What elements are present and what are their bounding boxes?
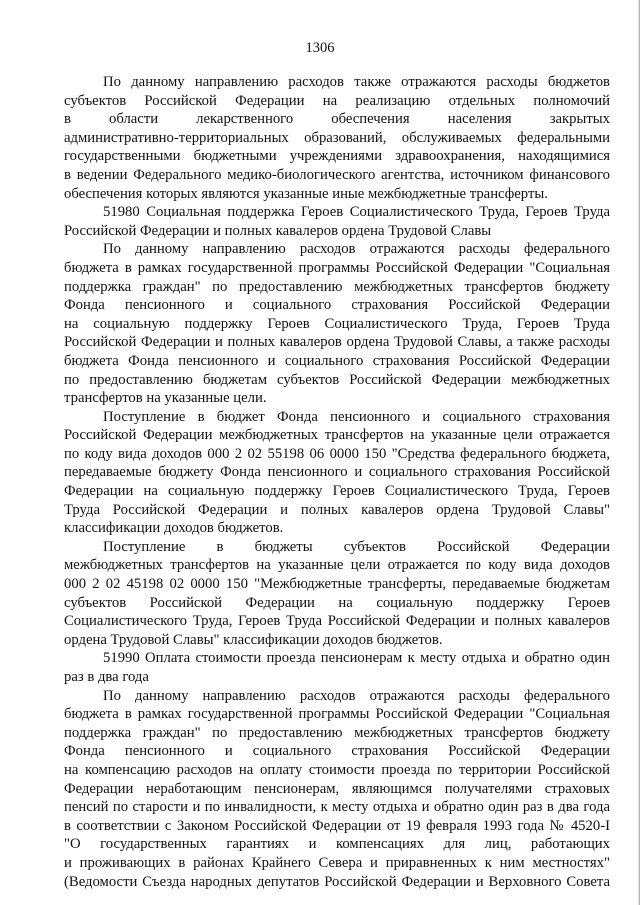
text-line: поддержка граждан" по предоставлению межбюджетных трансфертов бюджету <box>64 724 610 741</box>
text-line: в области лекарственного обеспечения населения закрытых <box>64 111 610 128</box>
text-line: поддержка граждан" по предоставлению межбюджетных трансфертов бюджету <box>64 278 610 295</box>
text-line: По данному направлению расходов также отражаются расходы бюджетов <box>103 74 610 90</box>
text-line: Поступление в бюджет Фонда пенсионного и социального страхования <box>103 408 610 425</box>
text-line: Федерации неработающим пенсионерам, являющимся получателями страховых <box>64 780 610 797</box>
text-line: по коду вида доходов 000 2 02 55198 06 0000 150 "Средства федерального бюджета, <box>64 445 610 462</box>
text-line: 51980 Социальная поддержка Героев Социалистического Труда, Героев Труда <box>103 204 610 221</box>
text-line: Федерации на социальную поддержку Героев Социалистического Труда, Героев <box>64 483 610 500</box>
text-line: пенсий по старости и по инвалидности, к месту отдыха и обратно один раз в два года <box>64 799 610 816</box>
text-line: обеспечения которых являются указанные иные межбюджетные трансферты. <box>64 185 548 202</box>
text-line: По данному направлению расходов отражаются расходы федерального <box>103 241 610 258</box>
text-line: передаваемые бюджету Фонда пенсионного и социального страхования Российской <box>64 464 610 481</box>
text-line: Поступление в бюджеты субъектов Российской Федерации <box>103 538 610 555</box>
text-line: государственными бюджетными учреждениями здравоохранения, находящимися <box>64 148 610 165</box>
text-line: классификации доходов бюджетов. <box>64 520 284 537</box>
text-line: трансфертов на указанные цели. <box>64 390 267 407</box>
text-line: на компенсацию расходов на оплату стоимости проезда по территории Российской <box>64 761 610 778</box>
text-line: Труда Российской Федерации и полных кавалеров ордена Трудовой Славы" <box>64 501 610 518</box>
text-line: Фонда пенсионного и социального страхования Российской Федерации <box>64 297 610 314</box>
text-line: (Ведомости Съезда народных депутатов Российской Федерации и Верховного Совета <box>64 873 610 890</box>
text-line: По данному направлению расходов отражаются расходы федерального <box>103 687 610 704</box>
page-number: 1306 <box>305 40 335 56</box>
text-line: в соответствии с Законом Российской Федерации от 19 февраля 1993 года № 4520-I <box>64 817 610 834</box>
text-line: в ведении Федерального медико-биологического агентства, источником финансового <box>64 166 610 183</box>
text-line: раз в два года <box>64 669 149 685</box>
text-line: бюджета Фонда пенсионного и социального страхования Российской Федерации <box>64 352 610 369</box>
text-line: 000 2 02 45198 02 0000 150 "Межбюджетные трансферты, передаваемые бюджетам <box>64 576 610 593</box>
text-line: Российской Федерации и полных кавалеров ордена Трудовой Славы, а также расходы <box>64 334 610 351</box>
text-line: по предоставлению бюджетам субъектов Российской Федерации межбюджетных <box>64 371 610 388</box>
text-line: межбюджетных трансфертов на указанные цели отражается по коду вида доходов <box>64 557 610 574</box>
text-line: субъектов Российской Федерации на реализацию отдельных полномочий <box>64 92 610 109</box>
text-line: Социалистического Труда, Героев Труда Российской Федерации и полных кавалеров <box>64 613 610 630</box>
text-line: бюджета в рамках государственной программы Российской Федерации "Социальная <box>64 259 610 276</box>
text-line: Российской Федерации межбюджетных трансфертов на указанные цели отражается <box>64 427 610 444</box>
text-line: административно-территориальных образований, обслуживаемых федеральными <box>64 129 610 146</box>
text-line: "О государственных гарантиях и компенсациях для лиц, работающих <box>64 836 610 853</box>
text-line: Российской Федерации и полных кавалеров ордена Трудовой Славы <box>64 222 492 239</box>
text-line: бюджета в рамках государственной программы Российской Федерации "Социальная <box>64 706 610 723</box>
text-line: на социальную поддержку Героев Социалистического Труда, Героев Труда <box>64 315 610 332</box>
text-line: ордена Трудовой Славы" классификации доходов бюджетов. <box>64 631 443 648</box>
text-line: и проживающих в районах Крайнего Севера и приравненных к ним местностях" <box>64 854 610 871</box>
text-line: 51990 Оплата стоимости проезда пенсионерам к месту отдыха и обратно один <box>103 650 610 667</box>
text-line: Фонда пенсионного и социального страхования Российской Федерации <box>64 743 610 760</box>
document-body <box>64 73 610 891</box>
text-line: субъектов Российской Федерации на социальную поддержку Героев <box>64 594 610 611</box>
